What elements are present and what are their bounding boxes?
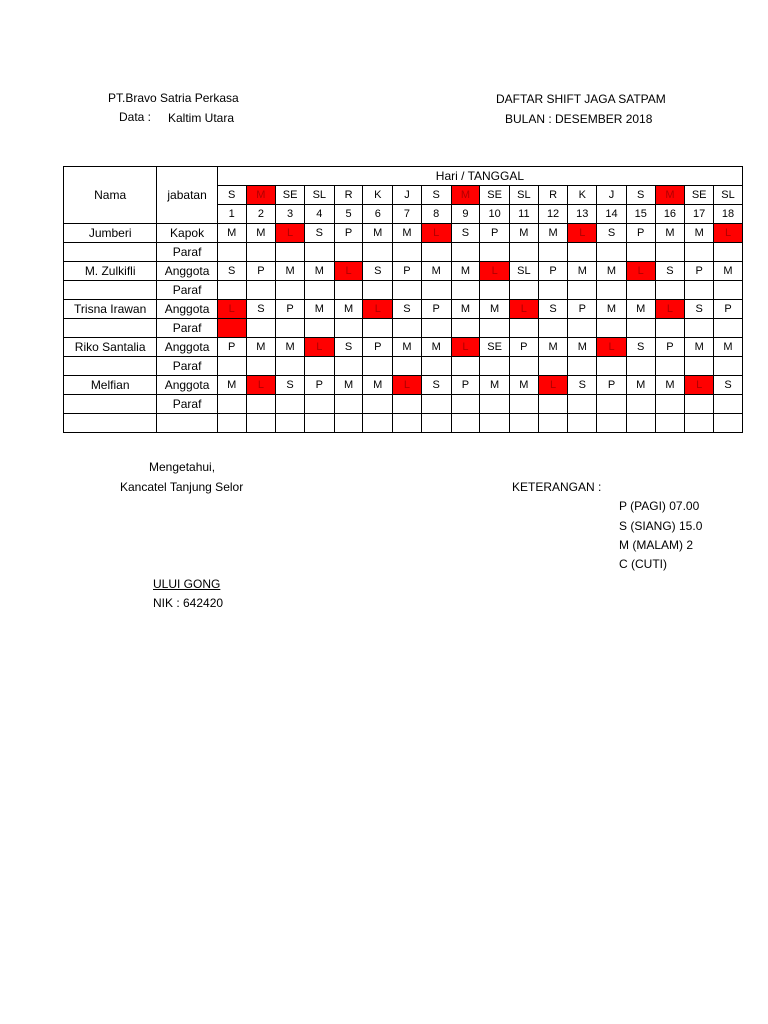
empty-cell <box>246 414 276 433</box>
legend-malam: M (MALAM) 2 <box>619 538 694 552</box>
paraf-cell <box>304 357 334 376</box>
shift-cell: M <box>246 338 276 357</box>
shift-cell: M <box>685 224 714 243</box>
empty-cell <box>480 414 510 433</box>
blank-name-cell <box>64 319 157 338</box>
shift-cell: M <box>217 224 246 243</box>
paraf-cell <box>363 357 393 376</box>
empty-cell <box>538 414 568 433</box>
shift-cell: L <box>363 300 393 319</box>
paraf-cell <box>393 395 422 414</box>
legend-siang: S (SIANG) 15.0 <box>619 519 703 533</box>
shift-cell: S <box>568 376 597 395</box>
empty-cell <box>393 414 422 433</box>
data-label: Data : <box>119 110 152 124</box>
date-cell: 8 <box>421 205 451 224</box>
shift-cell: P <box>304 376 334 395</box>
shift-cell: M <box>421 262 451 281</box>
shift-cell: M <box>655 224 685 243</box>
shift-cell: L <box>626 262 655 281</box>
shift-cell: L <box>510 300 539 319</box>
shift-cell: SL <box>510 262 539 281</box>
shift-cell: P <box>246 262 276 281</box>
company-name: PT.Bravo Satria Perkasa <box>108 91 239 105</box>
paraf-cell <box>597 243 627 262</box>
paraf-cell <box>393 357 422 376</box>
date-cell: 2 <box>246 205 276 224</box>
shift-cell: M <box>363 224 393 243</box>
paraf-cell <box>568 243 597 262</box>
shift-cell: SE <box>480 338 510 357</box>
paraf-cell <box>655 357 685 376</box>
empty-cell <box>714 414 743 433</box>
shift-cell: M <box>480 300 510 319</box>
paraf-cell <box>510 319 539 338</box>
shift-cell: M <box>568 262 597 281</box>
employee-jabatan: Anggota <box>157 338 218 357</box>
empty-cell <box>363 414 393 433</box>
blank-name-cell <box>64 395 157 414</box>
shift-cell: M <box>538 224 568 243</box>
paraf-cell <box>538 281 568 300</box>
paraf-cell <box>597 281 627 300</box>
day-cell: SE <box>480 186 510 205</box>
paraf-cell <box>626 243 655 262</box>
shift-cell: P <box>626 224 655 243</box>
shift-cell: M <box>538 338 568 357</box>
date-cell: 10 <box>480 205 510 224</box>
shift-cell: M <box>451 300 480 319</box>
paraf-row <box>64 357 743 376</box>
shift-cell: M <box>626 300 655 319</box>
paraf-cell <box>393 243 422 262</box>
shift-cell: L <box>597 338 627 357</box>
shift-cell: M <box>597 262 627 281</box>
paraf-cell <box>217 357 246 376</box>
empty-cell <box>451 414 480 433</box>
employee-name: Jumberi <box>64 224 157 243</box>
shift-cell: P <box>714 300 743 319</box>
shift-cell: P <box>480 224 510 243</box>
shift-cell: L <box>304 338 334 357</box>
day-cell: R <box>538 186 568 205</box>
paraf-cell <box>246 395 276 414</box>
shift-cell: L <box>217 300 246 319</box>
paraf-cell <box>568 395 597 414</box>
shift-cell: S <box>655 262 685 281</box>
header-row <box>64 167 743 186</box>
shift-cell: P <box>510 338 539 357</box>
shift-cell: M <box>568 338 597 357</box>
empty-cell <box>568 414 597 433</box>
employee-name: Melfian <box>64 376 157 395</box>
paraf-cell <box>363 243 393 262</box>
signer-nik: NIK : 642420 <box>153 596 224 610</box>
paraf-cell <box>451 395 480 414</box>
paraf-cell <box>217 395 246 414</box>
paraf-cell <box>421 243 451 262</box>
paraf-cell <box>276 243 305 262</box>
paraf-cell <box>276 319 305 338</box>
shift-cell: M <box>714 262 743 281</box>
paraf-cell <box>246 319 276 338</box>
paraf-cell <box>393 281 422 300</box>
date-cell: 18 <box>714 205 743 224</box>
shift-cell: S <box>597 224 627 243</box>
shift-table <box>63 166 743 433</box>
paraf-cell <box>538 243 568 262</box>
shift-cell: L <box>334 262 363 281</box>
empty-cell <box>157 414 218 433</box>
shift-cell: P <box>538 262 568 281</box>
paraf-cell <box>421 395 451 414</box>
employee-row <box>64 300 743 319</box>
paraf-row <box>64 243 743 262</box>
blank-name-cell <box>64 357 157 376</box>
employee-row <box>64 224 743 243</box>
paraf-cell <box>334 319 363 338</box>
document-title: DAFTAR SHIFT JAGA SATPAM <box>496 92 666 106</box>
paraf-cell <box>276 281 305 300</box>
paraf-cell <box>685 357 714 376</box>
empty-cell <box>334 414 363 433</box>
shift-cell: L <box>276 224 305 243</box>
shift-cell: P <box>451 376 480 395</box>
employee-jabatan: Anggota <box>157 262 218 281</box>
day-cell: K <box>568 186 597 205</box>
shift-cell: L <box>246 376 276 395</box>
shift-cell: S <box>451 224 480 243</box>
shift-cell: L <box>538 376 568 395</box>
shift-cell: M <box>510 224 539 243</box>
shift-cell: M <box>393 224 422 243</box>
paraf-cell <box>421 319 451 338</box>
day-cell: SL <box>304 186 334 205</box>
empty-cell <box>626 414 655 433</box>
shift-cell: M <box>334 300 363 319</box>
shift-cell: S <box>276 376 305 395</box>
data-value: Kaltim Utara <box>168 111 235 125</box>
shift-cell: M <box>334 376 363 395</box>
paraf-cell <box>685 281 714 300</box>
paraf-cell <box>510 281 539 300</box>
empty-row <box>64 414 743 433</box>
employee-name: M. Zulkifli <box>64 262 157 281</box>
paraf-row <box>64 281 743 300</box>
shift-cell: P <box>655 338 685 357</box>
day-cell: M <box>451 186 480 205</box>
shift-cell: S <box>714 376 743 395</box>
date-cell: 4 <box>304 205 334 224</box>
paraf-cell <box>685 395 714 414</box>
paraf-cell <box>480 319 510 338</box>
paraf-cell <box>714 319 743 338</box>
paraf-cell <box>451 243 480 262</box>
shift-cell: P <box>393 262 422 281</box>
keterangan-label: KETERANGAN : <box>512 480 602 494</box>
paraf-cell <box>217 319 246 338</box>
paraf-cell <box>217 243 246 262</box>
shift-cell: M <box>421 338 451 357</box>
employee-jabatan: Anggota <box>157 376 218 395</box>
paraf-cell <box>480 281 510 300</box>
employee-name: Riko Santalia <box>64 338 157 357</box>
shift-cell: S <box>685 300 714 319</box>
paraf-cell <box>480 357 510 376</box>
day-cell: R <box>334 186 363 205</box>
empty-cell <box>510 414 539 433</box>
paraf-cell <box>626 357 655 376</box>
shift-cell: P <box>421 300 451 319</box>
shift-cell: M <box>276 262 305 281</box>
paraf-label: Paraf <box>157 319 218 338</box>
paraf-cell <box>451 281 480 300</box>
shift-cell: S <box>217 262 246 281</box>
shift-cell: M <box>393 338 422 357</box>
paraf-cell <box>304 281 334 300</box>
paraf-label: Paraf <box>157 281 218 300</box>
employee-row <box>64 262 743 281</box>
paraf-cell <box>334 357 363 376</box>
shift-cell: L <box>685 376 714 395</box>
paraf-cell <box>510 357 539 376</box>
paraf-cell <box>334 243 363 262</box>
paraf-cell <box>568 281 597 300</box>
shift-cell: L <box>714 224 743 243</box>
shift-cell: L <box>421 224 451 243</box>
shift-cell: P <box>217 338 246 357</box>
shift-cell: M <box>217 376 246 395</box>
paraf-cell <box>597 357 627 376</box>
paraf-cell <box>538 357 568 376</box>
paraf-row <box>64 395 743 414</box>
mengetahui-label: Mengetahui, <box>149 460 216 474</box>
day-cell: M <box>246 186 276 205</box>
shift-cell: M <box>304 300 334 319</box>
empty-cell <box>421 414 451 433</box>
paraf-cell <box>714 281 743 300</box>
paraf-cell <box>714 243 743 262</box>
paraf-cell <box>685 243 714 262</box>
paraf-label: Paraf <box>157 395 218 414</box>
shift-cell: P <box>276 300 305 319</box>
paraf-cell <box>538 395 568 414</box>
paraf-cell <box>568 319 597 338</box>
paraf-cell <box>451 357 480 376</box>
employee-row <box>64 338 743 357</box>
shift-cell: M <box>510 376 539 395</box>
date-cell: 15 <box>626 205 655 224</box>
shift-cell: S <box>363 262 393 281</box>
paraf-cell <box>568 357 597 376</box>
paraf-cell <box>655 395 685 414</box>
shift-cell: P <box>334 224 363 243</box>
paraf-cell <box>626 395 655 414</box>
shift-cell: M <box>363 376 393 395</box>
day-cell: K <box>363 186 393 205</box>
employee-name: Trisna Irawan <box>64 300 157 319</box>
shift-cell: S <box>393 300 422 319</box>
shift-cell: M <box>451 262 480 281</box>
paraf-cell <box>276 357 305 376</box>
empty-cell <box>685 414 714 433</box>
shift-cell: M <box>655 376 685 395</box>
date-cell: 9 <box>451 205 480 224</box>
day-cell: SE <box>276 186 305 205</box>
paraf-row <box>64 319 743 338</box>
empty-cell <box>655 414 685 433</box>
paraf-cell <box>421 281 451 300</box>
blank-name-cell <box>64 243 157 262</box>
paraf-cell <box>246 243 276 262</box>
paraf-cell <box>597 395 627 414</box>
paraf-cell <box>510 243 539 262</box>
date-cell: 17 <box>685 205 714 224</box>
day-cell: J <box>597 186 627 205</box>
paraf-cell <box>334 281 363 300</box>
paraf-cell <box>304 319 334 338</box>
paraf-cell <box>685 319 714 338</box>
paraf-cell <box>304 395 334 414</box>
date-cell: 12 <box>538 205 568 224</box>
date-cell: 11 <box>510 205 539 224</box>
paraf-cell <box>655 243 685 262</box>
empty-cell <box>217 414 246 433</box>
paraf-cell <box>510 395 539 414</box>
paraf-cell <box>276 395 305 414</box>
blank-name-cell <box>64 281 157 300</box>
empty-cell <box>64 414 157 433</box>
day-cell: SE <box>685 186 714 205</box>
shift-cell: L <box>480 262 510 281</box>
paraf-label: Paraf <box>157 357 218 376</box>
paraf-cell <box>451 319 480 338</box>
paraf-cell <box>217 281 246 300</box>
col-header-jabatan: jabatan <box>157 167 218 224</box>
shift-cell: S <box>246 300 276 319</box>
date-cell: 14 <box>597 205 627 224</box>
day-cell: S <box>217 186 246 205</box>
paraf-cell <box>363 395 393 414</box>
shift-cell: L <box>655 300 685 319</box>
day-cell: S <box>626 186 655 205</box>
shift-cell: P <box>568 300 597 319</box>
paraf-cell <box>597 319 627 338</box>
paraf-cell <box>626 281 655 300</box>
paraf-cell <box>304 243 334 262</box>
shift-cell: S <box>334 338 363 357</box>
shift-cell: L <box>451 338 480 357</box>
shift-cell: M <box>480 376 510 395</box>
signer-name: ULUI GONG <box>153 577 221 591</box>
shift-cell: L <box>568 224 597 243</box>
shift-table-container <box>63 166 735 439</box>
empty-cell <box>597 414 627 433</box>
date-cell: 3 <box>276 205 305 224</box>
paraf-cell <box>480 395 510 414</box>
paraf-label: Paraf <box>157 243 218 262</box>
paraf-cell <box>480 243 510 262</box>
empty-cell <box>276 414 305 433</box>
shift-cell: L <box>393 376 422 395</box>
shift-cell: M <box>626 376 655 395</box>
employee-jabatan: Anggota <box>157 300 218 319</box>
hari-tanggal-header: Hari / TANGGAL <box>217 167 742 186</box>
paraf-cell <box>246 357 276 376</box>
shift-cell: M <box>714 338 743 357</box>
employee-row <box>64 376 743 395</box>
paraf-cell <box>363 281 393 300</box>
shift-cell: S <box>626 338 655 357</box>
paraf-cell <box>714 395 743 414</box>
paraf-cell <box>655 281 685 300</box>
date-cell: 7 <box>393 205 422 224</box>
date-cell: 13 <box>568 205 597 224</box>
day-cell: J <box>393 186 422 205</box>
date-cell: 16 <box>655 205 685 224</box>
shift-cell: P <box>685 262 714 281</box>
shift-cell: M <box>685 338 714 357</box>
shift-cell: M <box>597 300 627 319</box>
date-cell: 5 <box>334 205 363 224</box>
col-header-nama: Nama <box>64 167 157 224</box>
shift-cell: M <box>304 262 334 281</box>
shift-cell: S <box>538 300 568 319</box>
day-cell: M <box>655 186 685 205</box>
shift-cell: P <box>597 376 627 395</box>
paraf-cell <box>246 281 276 300</box>
date-cell: 6 <box>363 205 393 224</box>
paraf-cell <box>393 319 422 338</box>
paraf-cell <box>626 319 655 338</box>
shift-cell: S <box>304 224 334 243</box>
month-label: BULAN : DESEMBER 2018 <box>505 112 653 126</box>
day-cell: SL <box>510 186 539 205</box>
paraf-cell <box>421 357 451 376</box>
paraf-cell <box>538 319 568 338</box>
legend-pagi: P (PAGI) 07.00 <box>619 499 700 513</box>
paraf-cell <box>714 357 743 376</box>
shift-cell: M <box>246 224 276 243</box>
empty-cell <box>304 414 334 433</box>
shift-cell: M <box>276 338 305 357</box>
paraf-cell <box>334 395 363 414</box>
shift-cell: P <box>363 338 393 357</box>
paraf-cell <box>655 319 685 338</box>
kancatel-label: Kancatel Tanjung Selor <box>120 480 244 494</box>
employee-jabatan: Kapok <box>157 224 218 243</box>
shift-cell: S <box>421 376 451 395</box>
paraf-cell <box>363 319 393 338</box>
day-cell: SL <box>714 186 743 205</box>
legend-cuti: C (CUTI) <box>619 557 667 571</box>
date-cell: 1 <box>217 205 246 224</box>
day-cell: S <box>421 186 451 205</box>
